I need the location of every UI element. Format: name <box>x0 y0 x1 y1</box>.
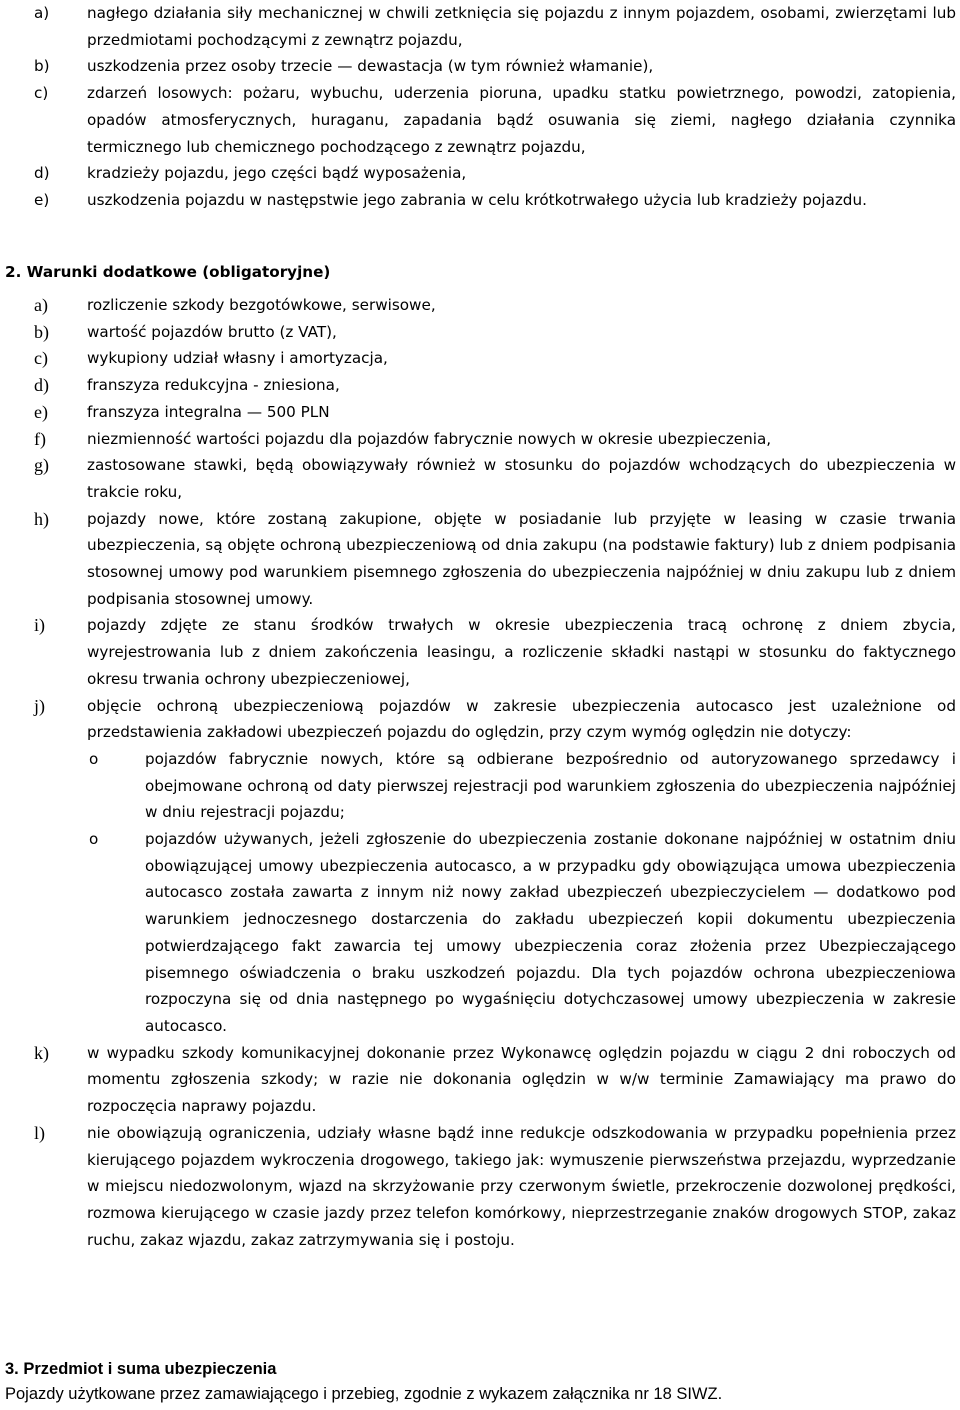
item-text: kradzieży pojazdu, jego części bądź wyposażenia, <box>87 164 467 183</box>
item-label: b) <box>34 321 49 342</box>
sub-list-item <box>0 746 960 826</box>
item-text: nie obowiązują ograniczenia, udziały własne bądź inne redukcje odszkodowania w przypadku popełnienia przez kierującego pojazdem wykroczenia drogowego, takiego jak: wymuszenie pierwszeństwa przejazdu, wyprzedzanie w miejscu niedozwolonym, wjazd na skrzyżowanie przy czerwonym świetle, przekroczenie dozwolonej prędkości, rozmowa kierującego w czasie jazdy przez telefon komórkowy, nieprzestrzeganie znaków drogowych STOP, zakaz ruchu, zakaz wjazdu, zakaz zatrzymywania się i postoju. <box>87 1123 956 1249</box>
item-label: j) <box>34 695 45 716</box>
list-item <box>0 693 960 746</box>
item-label: k) <box>34 1042 49 1063</box>
list-item <box>0 160 960 187</box>
list-item <box>0 506 960 613</box>
item-label: d) <box>34 375 49 396</box>
sub-list-item <box>0 826 960 1040</box>
item-label: i) <box>34 615 45 636</box>
list-item <box>0 1040 960 1120</box>
bullet: o <box>89 830 99 849</box>
list-item <box>0 612 960 692</box>
item-label: e) <box>34 401 48 422</box>
list-item <box>0 319 960 346</box>
item-text: niezmienność wartości pojazdu dla pojazdów fabrycznie nowych w okresie ubezpieczenia, <box>87 429 772 448</box>
section-2-heading: 2. Warunki dodatkowe (obligatoryjne) <box>5 263 331 281</box>
bullet: o <box>89 749 99 768</box>
list-item <box>0 53 960 80</box>
item-text: zastosowane stawki, będą obowiązywały również w stosunku do pojazdów wchodzących do ubezpieczenia w trakcie roku, <box>87 456 956 501</box>
additional-conditions-list <box>0 292 960 1253</box>
item-label: e) <box>34 190 50 209</box>
sub-item-text: pojazdów fabrycznie nowych, które są odbierane bezpośrednio od autoryzowanego sprzedawcy i obejmowane ochroną od daty pierwszej rejestracji pod warunkiem zgłoszenia do ubezpieczenia najpóźniej w dniu rejestracji pojazdu; <box>145 749 956 822</box>
item-text: rozliczenie szkody bezgotówkowe, serwisowe, <box>87 296 436 314</box>
item-label: h) <box>34 508 49 529</box>
list-item <box>0 345 960 372</box>
section-3-heading: 3. Przedmiot i suma ubezpieczenia <box>5 1360 277 1378</box>
item-label: c) <box>34 84 49 103</box>
list-item <box>0 0 960 53</box>
item-label: a) <box>34 4 50 22</box>
item-text: wykupiony udział własny i amortyzacja, <box>87 349 388 368</box>
list-item <box>0 372 960 399</box>
item-label: c) <box>34 348 48 369</box>
list-item <box>0 1120 960 1254</box>
list-item <box>0 452 960 505</box>
item-text: uszkodzenia pojazdu w następstwie jego zabrania w celu krótkotrwałego użycia lub kradzieży pojazdu. <box>87 190 867 209</box>
list-item <box>0 426 960 453</box>
damage-list <box>0 0 960 214</box>
list-item <box>0 292 960 319</box>
section-3-text: Pojazdy użytkowane przez zamawiającego i przebieg, zgodnie z wykazem załącznika nr 18 SIWZ. <box>5 1385 723 1403</box>
item-text: pojazdy zdjęte ze stanu środków trwałych w okresie ubezpieczenia tracą ochronę z dniem zbycia, wyrejestrowania lub z dniem zakończenia leasingu, a rozliczenie składki nastąpi w stosunku do faktycznego okresu trwania ochrony ubezpieczeniowej, <box>87 616 956 688</box>
list-item <box>0 80 960 160</box>
item-text: franszyza redukcyjna - zniesiona, <box>87 376 340 395</box>
item-text: franszyza integralna — 500 PLN <box>87 402 330 421</box>
item-label: g) <box>34 455 49 476</box>
sub-item-text: pojazdów używanych, jeżeli zgłoszenie do ubezpieczenia zostanie dokonane najpóźniej w ostatnim dniu obowiązującej umowy ubezpieczenia autocasco, a w przypadku gdy obowiązująca umowa ubezpieczenia autocasco została zawarta z innym niż nowy zakład ubezpieczeń ubezpieczycielem — dodatkowo pod warunkiem jednoczesnego dostarczenia do zakładu ubezpieczeń kopii dokumentu ubezpieczenia potwierdzającego fakt zawarcia tej umowy ubezpieczenia coraz złożenia przez Ubezpieczającego pisemnego oświadczenia o braku uszkodzeń pojazdu. Dla tych pojazdów ochrona ubezpieczeniowa rozpoczyna się od dnia następnego po wygaśnięciu dotychczasowej umowy ubezpieczenia w zakresie autocasco. <box>145 830 956 1035</box>
item-label: a) <box>34 295 48 315</box>
item-text: pojazdy nowe, które zostaną zakupione, objęte w posiadanie lub przyjęte w leasing w czasie trwania ubezpieczenia, są objęte ochroną ubezpieczeniową od dnia zakupu (na podstawie faktury) lub z dniem podpisania stosownej umowy pod warunkiem pisemnego zgłoszenia do ubezpieczenia najpóźniej w dniu zakupu lub z dniem podpisania stosownej umowy. <box>87 509 956 608</box>
item-text: nagłego działania siły mechanicznej w chwili zetknięcia się pojazdu z innym pojazdem, osobami, zwierzętami lub przedmiotami pochodzącymi z zewnątrz pojazdu, <box>87 4 956 49</box>
item-text: objęcie ochroną ubezpieczeniową pojazdów w zakresie ubezpieczenia autocasco jest uzależnione od przedstawienia zakładowi ubezpieczeń pojazdu do oględzin, przy czym wymóg oględzin nie dotyczy: <box>87 696 956 742</box>
item-label: l) <box>34 1122 45 1143</box>
item-label: f) <box>34 428 46 449</box>
list-item <box>0 187 960 214</box>
item-label: b) <box>34 57 50 76</box>
item-text: zdarzeń losowych: pożaru, wybuchu, uderzenia pioruna, upadku statku powietrznego, powodzi, zatopienia, opadów atmosferycznych, huraganu, zapadania bądź osuwania się ziemi, nagłego działania czynnika termicznego lub chemicznego pochodzącego z zewnątrz pojazdu, <box>87 84 956 156</box>
item-text: wartość pojazdów brutto (z VAT), <box>87 322 337 341</box>
item-label: d) <box>34 164 50 183</box>
item-text: w wypadku szkody komunikacyjnej dokonanie przez Wykonawcę oględzin pojazdu w ciągu 2 dni roboczych od momentu zgłoszenia szkody; w razie nie dokonania oględzin w w/w terminie Zamawiający ma prawo do rozpoczęcia naprawy pojazdu. <box>87 1043 956 1116</box>
item-text: uszkodzenia przez osoby trzecie — dewastacja (w tym również włamanie), <box>87 57 654 76</box>
list-item <box>0 399 960 426</box>
